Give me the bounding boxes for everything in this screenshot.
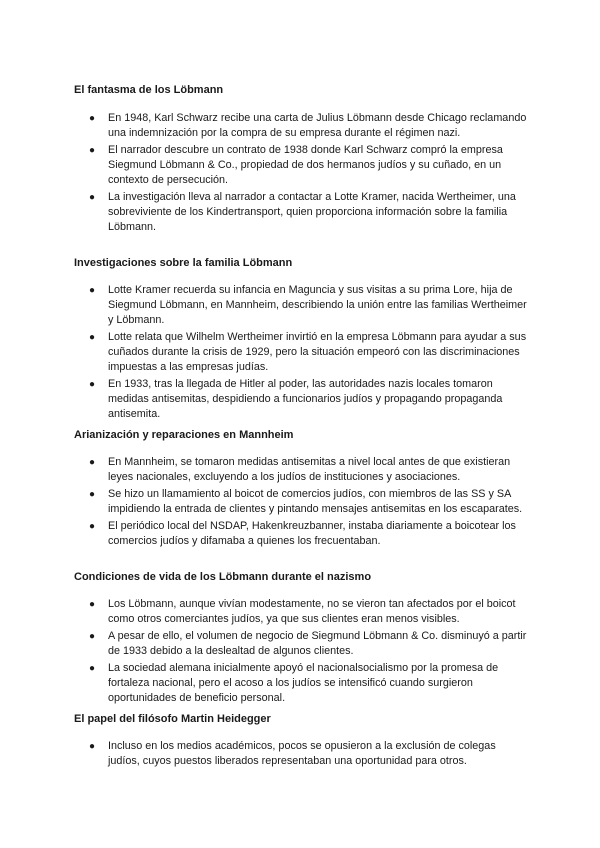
bullet-icon: ● (89, 631, 96, 642)
list-item (74, 629, 528, 659)
list-item-text: La sociedad alemana inicialmente apoyó el nacionalsocialismo por la promesa de fortaleza nacional, pero el acoso a los judíos se intensificó cuando surgieron oportunidades de beneficio personal. (108, 662, 499, 704)
list-item (74, 330, 528, 375)
list-item-text: Lotte Kramer recuerda su infancia en Maguncia y sus visitas a su prima Lore, hija de Siegmund Löbmann, en Mannheim, describiendo la unión entre las familias Wertheimer y Löbmann. (108, 284, 527, 326)
list-item-text: En Mannheim, se tomaron medidas antisemitas a nivel local antes de que existieran leyes nacionales, excluyendo a los judíos de instituciones y asociaciones. (108, 456, 511, 483)
list-item-text: En 1948, Karl Schwarz recibe una carta de Julius Löbmann desde Chicago reclamando una indemnización por la compra de su empresa durante el régimen nazi. (108, 112, 527, 139)
bullet-list (74, 111, 528, 235)
list-item-text: En 1933, tras la llegada de Hitler al poder, las autoridades nazis locales tomaron medidas antisemitas, despidiendo a funcionarios judíos y propagando propaganda antisemita. (108, 378, 503, 420)
bullet-icon: ● (89, 741, 96, 752)
list-item (74, 519, 528, 549)
section-heading: Investigaciones sobre la familia Löbmann (74, 257, 293, 269)
bullet-list (74, 597, 528, 706)
list-item (74, 661, 528, 706)
bullet-icon: ● (89, 457, 96, 468)
bullet-icon: ● (89, 379, 96, 390)
list-item-text: Incluso en los medios académicos, pocos se opusieron a la exclusión de colegas judíos, cuyos puestos liberados representaban una oportunidad para otros. (108, 740, 496, 767)
bullet-icon: ● (89, 332, 96, 343)
list-item-text: El periódico local del NSDAP, Hakenkreuzbanner, instaba diariamente a boicotear los comercios judíos y difamaba a quienes los frecuentaban. (108, 520, 516, 547)
section-heidegger (74, 712, 528, 771)
bullet-icon: ● (89, 489, 96, 500)
section-living-conditions (74, 570, 528, 708)
list-item (74, 597, 528, 627)
list-item (74, 377, 528, 422)
list-item (74, 455, 528, 485)
list-item (74, 143, 528, 188)
list-item (74, 283, 528, 328)
section-heading: Condiciones de vida de los Löbmann durante el nazismo (74, 571, 372, 583)
list-item-text: La investigación lleva al narrador a contactar a Lotte Kramer, nacida Wertheimer, una sobreviviente de los Kindertransport, quien proporciona información sobre la familia Löbmann. (108, 191, 516, 233)
section-lobmann-ghost (74, 83, 528, 237)
bullet-icon: ● (89, 285, 96, 296)
list-item (74, 739, 528, 769)
section-heading: Arianización y reparaciones en Mannheim (74, 429, 294, 441)
list-item (74, 487, 528, 517)
bullet-icon: ● (89, 599, 96, 610)
section-heading: El fantasma de los Löbmann (74, 84, 224, 96)
list-item-text: Los Löbmann, aunque vivían modestamente, no se vieron tan afectados por el boicot como otros comerciantes judíos, ya que sus clientes eran menos visibles. (108, 598, 516, 625)
list-item (74, 111, 528, 141)
section-aryanization (74, 428, 528, 551)
bullet-icon: ● (89, 663, 96, 674)
bullet-icon: ● (89, 521, 96, 532)
list-item-text: Lotte relata que Wilhelm Wertheimer invirtió en la empresa Löbmann para ayudar a sus cuñados durante la crisis de 1929, pero la situación empeoró con las discriminaciones impuestas a las empresas judías. (108, 331, 527, 373)
list-item-text: El narrador descubre un contrato de 1938 donde Karl Schwarz compró la empresa Siegmund Löbmann & Co., propiedad de dos hermanos judíos y su cuñado, en un contexto de persecución. (108, 144, 503, 186)
bullet-list (74, 455, 528, 549)
section-family-research (74, 256, 528, 424)
section-heading: El papel del filósofo Martin Heidegger (74, 713, 271, 725)
bullet-list (74, 739, 528, 769)
bullet-icon: ● (89, 113, 96, 124)
bullet-icon: ● (89, 145, 96, 156)
list-item-text: A pesar de ello, el volumen de negocio de Siegmund Löbmann & Co. disminuyó a partir de 1933 debido a la deslealtad de algunos clientes. (108, 630, 527, 657)
bullet-list (74, 283, 528, 422)
bullet-icon: ● (89, 192, 96, 203)
list-item-text: Se hizo un llamamiento al boicot de comercios judíos, con miembros de las SS y SA impidiendo la entrada de clientes y pintando mensajes antisemitas en los escaparates. (108, 488, 523, 515)
list-item (74, 190, 528, 235)
